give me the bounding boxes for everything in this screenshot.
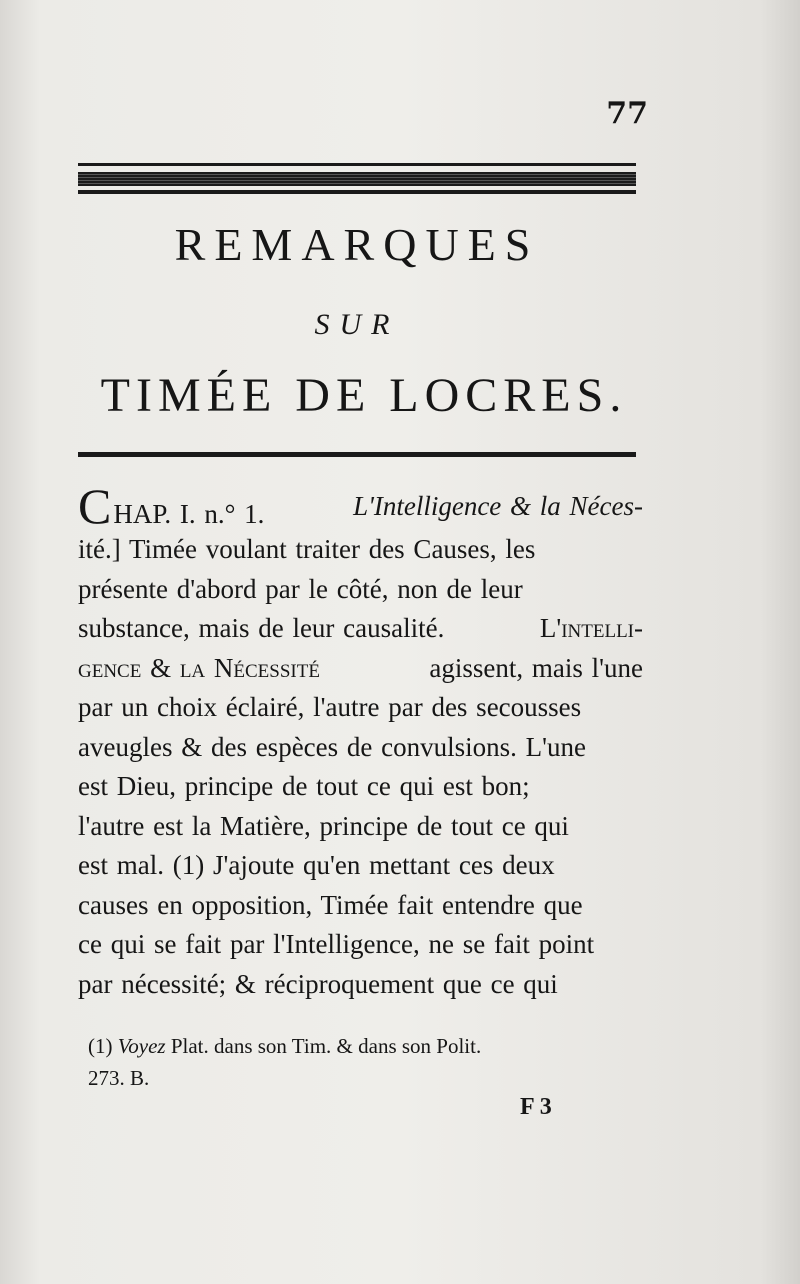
page-number: 77 xyxy=(606,96,648,131)
page-title: REMARQUES xyxy=(174,219,540,270)
text-line: aveugles & des espèces de convulsions. L'une xyxy=(78,731,586,762)
title-divider xyxy=(78,452,636,457)
signature-mark: F 3 xyxy=(520,1094,552,1120)
text-line: est Dieu, principe de tout ce qui est bon; xyxy=(78,771,530,801)
text-line: gence & la Nécessité agissent, mais l'une xyxy=(78,652,643,683)
text-line: présente d'abord par le côté, non de leur xyxy=(78,573,523,604)
text-line: substance, mais de leur causalité. L'intelli- xyxy=(78,613,643,643)
text-line: est mal. (1) J'ajoute qu'en mettant ces deux xyxy=(78,850,555,880)
text-line: par un choix éclairé, l'autre par des secousses xyxy=(78,692,582,722)
footnote-line: (1) Voyez Plat. dans son Tim. & dans son Polit. xyxy=(88,1034,482,1058)
text-line: l'autre est la Matière, principe de tout ce qui xyxy=(78,810,569,841)
section-heading: L'Intelligence & la Néces- xyxy=(353,491,643,521)
title-connector: SUR xyxy=(314,308,400,341)
text-line: ité.] Timée voulant traiter des Causes, les xyxy=(78,534,536,564)
text-line: par nécessité; & réciproquement que ce qui xyxy=(78,968,558,999)
drop-cap: C xyxy=(78,478,112,534)
header-ornament-rule xyxy=(78,163,636,197)
page-subtitle: TIMÉE DE LOCRES. xyxy=(100,369,628,422)
footnote-line: 273. B. xyxy=(88,1066,150,1090)
footnote xyxy=(88,1030,648,1094)
text-line: CHAP. I. n.° 1. L'Intelligence & la Néces- xyxy=(78,478,643,534)
main-text xyxy=(78,478,643,1004)
text-line: ce qui se fait par l'Intelligence, ne se fait point xyxy=(78,929,595,959)
text-line: causes en opposition, Timée fait entendre que xyxy=(78,889,583,920)
